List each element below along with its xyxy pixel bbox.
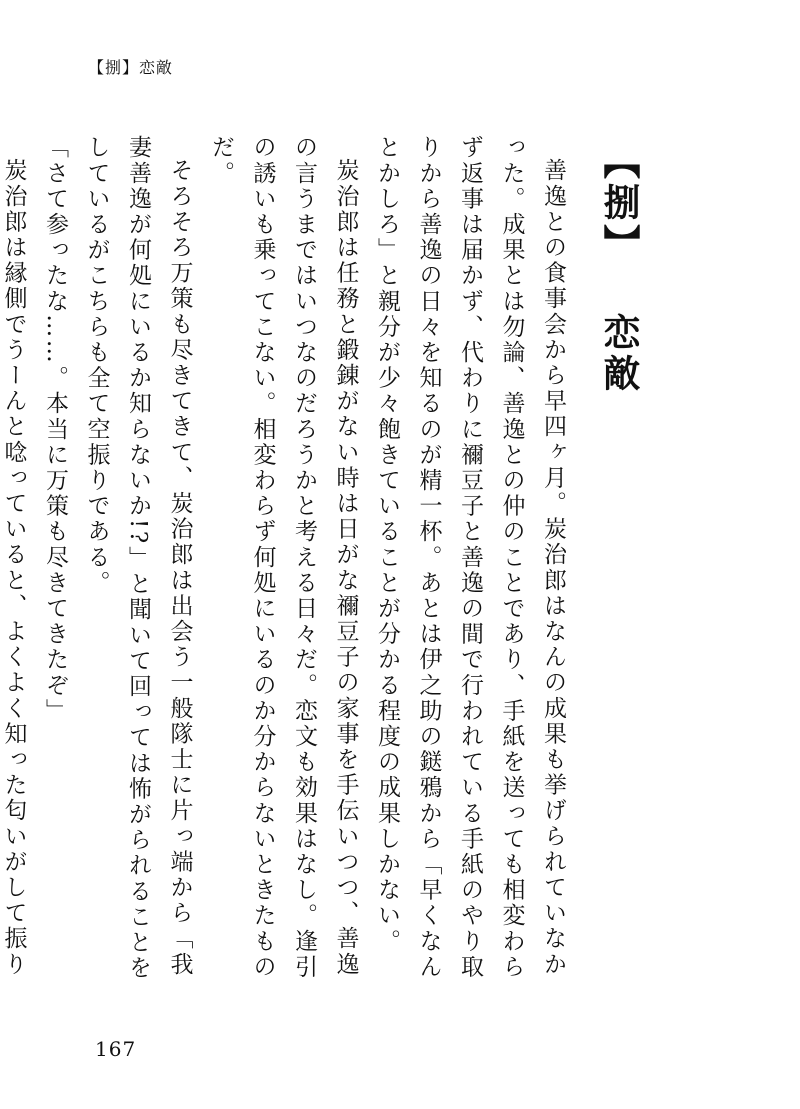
paragraph: 炭治郎は任務と鍛錬がない時は日がな禰豆子の家事を手伝いつつ、善逸の言うまではいつなのだろうかと考える日々だ。恋文も効果はなし。逢引の誘いも乗ってこない。相変わらず何処にいるのか分からないときたものだ。 [208,135,359,980]
paragraph: そろそろ万策も尽きてきて、炭治郎は出会う一般隊士に片っ端から「我妻善逸が何処にいるか知らないか!?」と聞いて回っては怖がられることをしているがこちらも全て空振りである。 [83,135,193,981]
chapter-title: 【捌】 恋敵 [597,142,641,395]
body-text [0,135,573,995]
running-header: 【捌】恋敵 [88,58,174,77]
dialogue-line: 「さて参ったな……。本当に万策も尽きてきたぞ」 [42,135,68,724]
paragraph: 炭治郎は縁側でうーんと唸っていると、よくよく知った匂いがして振り [0,158,27,978]
paragraph: 善逸との食事会から早四ヶ月。炭治郎はなんの成果も挙げられていなかった。成果とは勿論、善逸との仲のことであり、手紙を送っても相変わらず返事は届かず、代わりに禰豆子と善逸の間で行われている手紙のやり取りから善逸の日々を知るのが精一杯。あとは伊之助の鎹鴉から「早くなんとかしろ」と親分が少々飽きていることが分かる程度の成果しかない。 [374,135,566,980]
page-number: 167 [95,1037,137,1061]
